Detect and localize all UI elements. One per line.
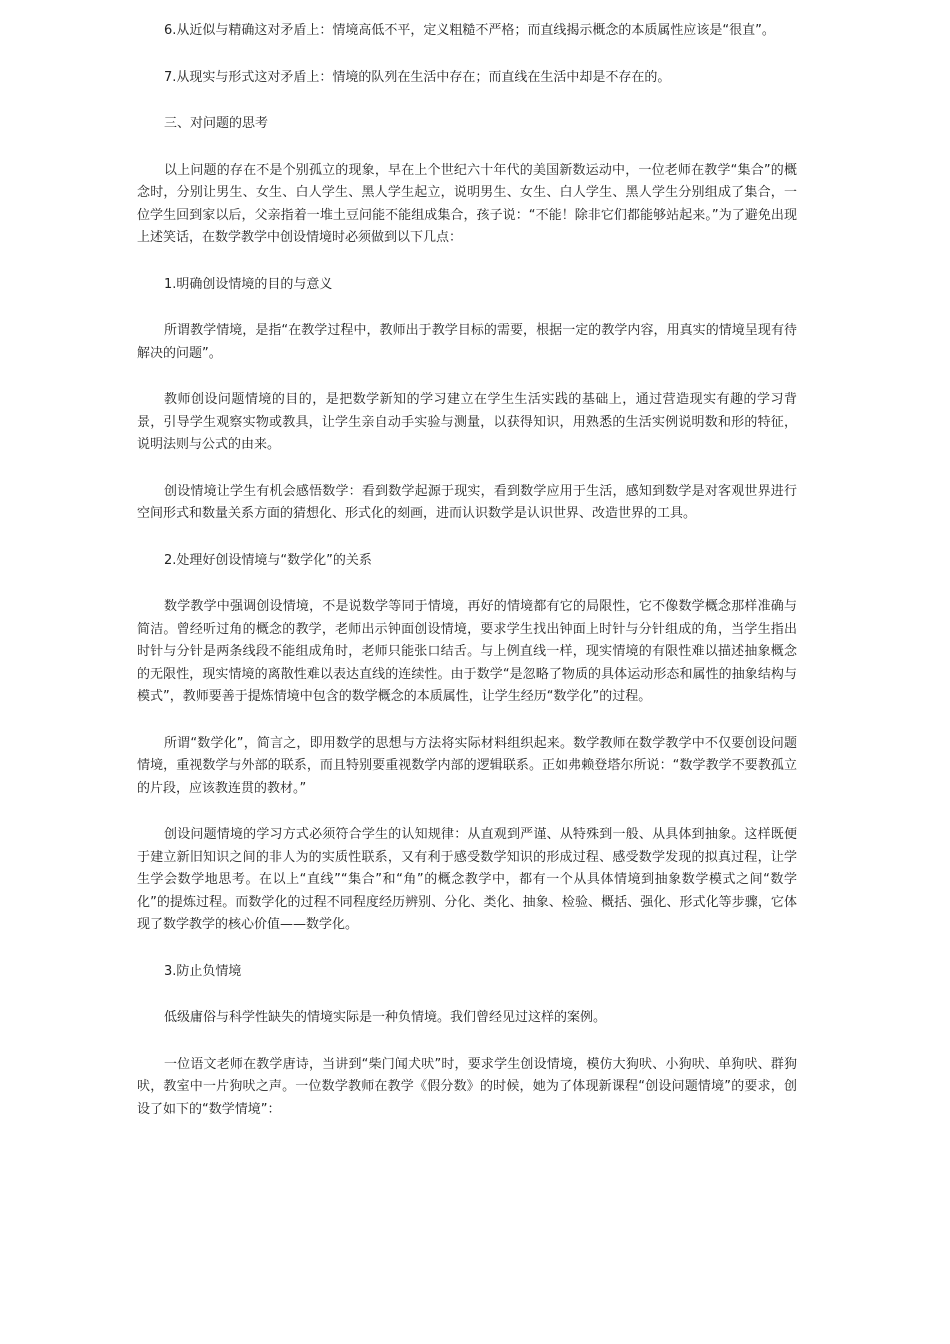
paragraph-case-example: 一位语文老师在教学唐诗，当讲到“柴门闻犬吠”时，要求学生创设情境，模仿大狗吠、小狗吠、单狗吠、群狗吠，教室中一片狗吠之声。一位数学教师在教学《假分数》的时候，她为了体现新课程“创设问题情境”的要求，创设了如下的“数学情境”： [137,1056,797,1117]
subheading-1: 1.明确创设情境的目的与意义 [164,276,333,292]
document-page [137,20,797,1145]
paragraph-cognitive-law: 创设问题情境的学习方式必须符合学生的认知规律：从直观到严谨、从特殊到一般、从具体到抽象。这样既便于建立新旧知识之间的非人为的实质性联系，又有利于感受数学知识的形成过程、感受数学发现的拟真过程，让学生学会数学地思考。在以上“直线”“集合”和“角”的概念教学中，都有一个从具体情境到抽象数学模式之间“数学化”的提炼过程。而数学化的过程不同程度经历辨别、分化、类化、抽象、检验、概括、强化、形式化等步骤，它体现了数学教学的核心价值——数学化。 [137,827,797,932]
paragraph-mathematization: 所谓“数学化”，简言之，即用数学的思想与方法将实际材料组织起来。数学教师在数学教学中不仅要创设问题情境，重视数学与外部的联系，而且特别要重视数学内部的逻辑联系。正如弗赖登塔尔所说：“数学教学不要教孤立的片段，应该教连贯的教材。” [137,735,797,796]
paragraph-definition: 所谓教学情境，是指“在教学过程中，教师出于教学目标的需要，根据一定的教学内容，用真实的情境呈现有待解决的问题”。 [137,323,797,361]
subheading-2: 2.处理好创设情境与“数学化”的关系 [164,552,372,568]
paragraph-purpose: 教师创设问题情境的目的，是把数学新知的学习建立在学生生活实践的基础上，通过营造现实有趣的学习背景，引导学生观察实物或教具，让学生亲自动手实验与测量，以获得知识，用熟悉的生活实例说明数和形的特征，说明法则与公式的由来。 [137,392,797,452]
paragraph-point-6: 6.从近似与精确这对矛盾上：情境高低不平，定义粗糙不严格；而直线揭示概念的本质属性应该是“很直”。 [164,23,775,38]
paragraph-perceive-math: 创设情境让学生有机会感悟数学：看到数学起源于现实，看到数学应用于生活，感知到数学是对客观世界进行空间形式和数量关系方面的猜想化、形式化的刻画，进而认识数学是认识世界、改造世界的工具。 [137,483,797,521]
subheading-3: 3.防止负情境 [164,963,242,979]
section-heading-3: 三、对问题的思考 [164,116,269,131]
paragraph-negative-context: 低级庸俗与科学性缺失的情境实际是一种负情境。我们曾经见过这样的案例。 [164,1010,607,1025]
paragraph-point-7: 7.从现实与形式这对矛盾上：情境的队列在生活中存在；而直线在生活中却是不存在的。 [164,69,671,85]
paragraph-limitations: 数学教学中强调创设情境，不是说数学等同于情境，再好的情境都有它的局限性，它不像数学概念那样准确与简洁。曾经听过角的概念的教学，老师出示钟面创设情境，要求学生找出钟面上时针与分针组成的角，当学生指出时针与分针是两条线段不能组成角时，老师只能张口结舌。与上例直线一样，现实情境的有限性难以描述抽象概念的无限性，现实情境的离散性难以表达直线的连续性。由于数学“是忽略了物质的具体运动形态和属性的抽象结构与模式”，教师要善于提炼情境中包含的数学概念的本质属性，让学生经历“数学化”的过程。 [137,599,797,704]
paragraph-new-math-anecdote: 以上问题的存在不是个别孤立的现象，早在上个世纪六十年代的美国新数运动中，一位老师在教学“集合”的概念时，分别让男生、女生、白人学生、黑人学生起立，说明男生、女生、白人学生、黑人学生分别组成了集合，一位学生回到家以后，父亲指着一堆土豆问能不能组成集合，孩子说：“不能！除非它们都能够站起来。”为了避免出现上述笑话，在数学教学中创设情境时必须做到以下几点： [137,162,797,245]
